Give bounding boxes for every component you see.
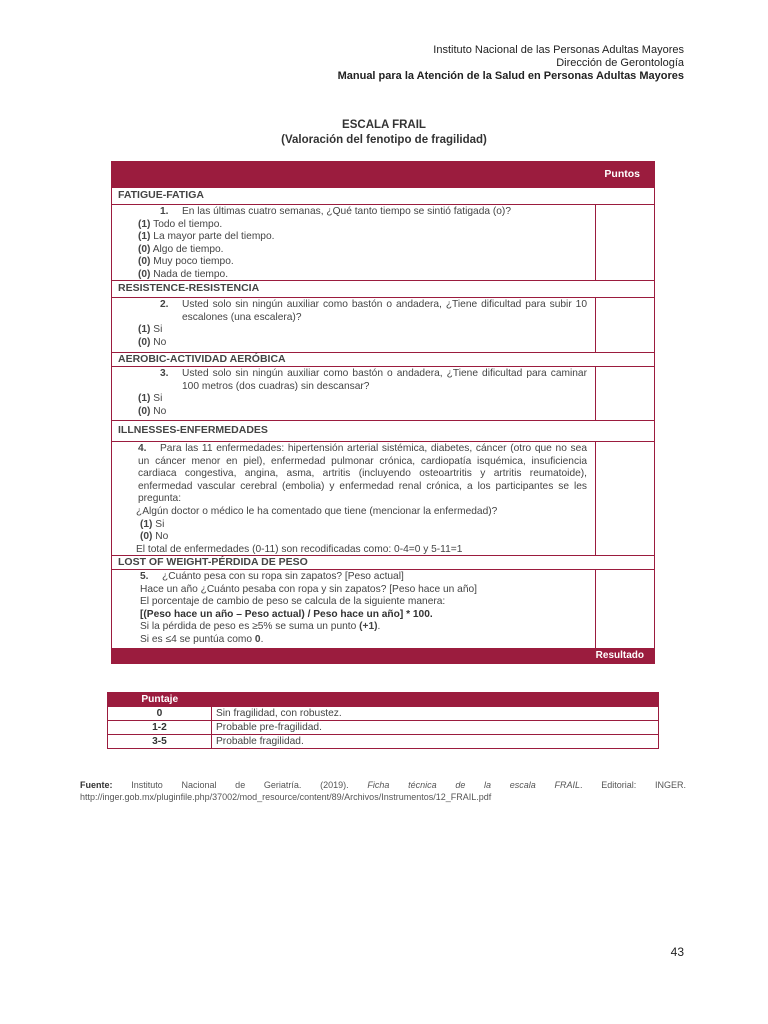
page-number: 43 <box>670 945 684 959</box>
score-description: Sin fragilidad, con robustez. <box>212 707 659 721</box>
question-line: El porcentaje de cambio de peso se calcula de la siguiente manera: <box>140 596 446 608</box>
points-cell[interactable] <box>596 205 654 280</box>
question-row-illnesses <box>112 441 654 555</box>
question-row-aerobic <box>112 366 654 420</box>
question-number: 2. <box>160 299 169 310</box>
source-label: Fuente: <box>80 780 113 790</box>
question-cell <box>112 570 596 648</box>
weight-formula: [(Peso hace un año – Peso actual) / Peso hace un año] * 100. <box>140 608 433 620</box>
points-cell[interactable] <box>596 298 654 352</box>
section-heading-weight-loss: LOST OF WEIGHT-PÉRDIDA DE PESO <box>112 555 654 569</box>
scale-title: ESCALA FRAIL <box>342 119 426 131</box>
result-bar <box>112 648 654 663</box>
question-text: En las últimas cuatro semanas, ¿Qué tanto tiempo se sintió fatigada (o)? <box>182 206 511 217</box>
question-number: 1. <box>160 206 169 217</box>
frail-table <box>111 161 655 664</box>
source-citation: Fuente: Instituto Nacional de Geriatría. (2019). Ficha técnica de la escala FRAIL. Editorial: INGER. http://inger.gob.mx/pluginfile.php/37002/mod_resource/content/89/Archivos/Instrumentos/12_FRAIL.pdf <box>80 780 686 802</box>
question-number: 4. <box>138 443 147 454</box>
question-followup: ¿Algún doctor o médico le ha comentado que tiene (mencionar la enfermedad)? <box>136 505 498 517</box>
answer-option: (0) Muy poco tiempo. <box>138 256 234 268</box>
source-title: Ficha técnica de la escala FRAIL <box>367 780 581 790</box>
question-cell <box>112 298 596 352</box>
department-name: Dirección de Gerontología <box>556 57 684 69</box>
answer-option: (1) Si <box>138 324 163 336</box>
question-text: Para las 11 enfermedades: hipertensión arterial sistémica, diabetes, cáncer (otro que no sea un cáncer menor en piel), enfermedad pulmonar crónica, cardiopatía isquémica, insuficiencia cardiaca congestiva, angina, asma, artritis (incluyendo osteoartritis y artritis reumatoide), enfermedad vascular cerebral (embolia) y enfermedad renal crónica, a los participantes se les pregunta: <box>138 443 587 505</box>
section-heading-aerobic: AEROBIC-ACTIVIDAD AERÓBICA <box>112 352 654 366</box>
question-text: Usted solo sin ningún auxiliar como bastón o andadera, ¿Tiene dificultad para subir 10 escalones (una escalera)? <box>182 299 587 323</box>
scoring-rule: Si la pérdida de peso es ≥5% se suma un punto (+1). <box>140 621 381 633</box>
score-value: 3-5 <box>108 735 212 749</box>
table-header-bar <box>112 162 654 187</box>
answer-option: (1) Todo el tiempo. <box>138 218 223 230</box>
question-number: 3. <box>160 368 169 379</box>
scoring-rule: Si es ≤4 se puntúa como 0. <box>140 633 264 645</box>
score-value: 0 <box>108 707 212 721</box>
score-value: 1-2 <box>108 721 212 735</box>
question-row-fatigue <box>112 204 654 280</box>
question-text: Usted solo sin ningún auxiliar como bastón o andadera, ¿Tiene dificultad para caminar 100 metros (dos cuadras) sin descansar? <box>182 368 587 392</box>
answer-option: (1) Si <box>138 393 163 405</box>
scale-subtitle: (Valoración del fenotipo de fragilidad) <box>281 134 487 146</box>
answer-option: (0) No <box>140 531 169 543</box>
page-header <box>338 44 684 83</box>
score-header: Puntaje <box>108 693 212 707</box>
points-cell[interactable] <box>596 442 654 555</box>
answer-option: (1) La mayor parte del tiempo. <box>138 231 275 243</box>
score-row <box>108 707 659 721</box>
points-cell[interactable] <box>596 367 654 420</box>
score-header-blank <box>212 693 659 707</box>
score-description: Probable pre-fragilidad. <box>212 721 659 735</box>
question-cell <box>112 367 596 420</box>
question-text: ¿Cuánto pesa con su ropa sin zapatos? [Peso actual] <box>162 571 404 582</box>
points-column-header: Puntos <box>604 168 640 180</box>
score-row <box>108 735 659 749</box>
question-number: 5. <box>140 571 149 582</box>
result-label: Resultado <box>595 650 644 661</box>
question-row-resistance <box>112 297 654 352</box>
answer-option: (0) No <box>138 336 167 348</box>
score-description: Probable fragilidad. <box>212 735 659 749</box>
section-heading-resistance: RESISTENCE-RESISTENCIA <box>112 280 654 297</box>
answer-option: (0) No <box>138 405 167 417</box>
points-cell[interactable] <box>596 570 654 648</box>
score-header-row <box>108 693 659 707</box>
section-heading-illnesses: ILLNESSES-ENFERMEDADES <box>112 420 654 441</box>
score-row <box>108 721 659 735</box>
manual-title: Manual para la Atención de la Salud en Personas Adultas Mayores <box>337 70 684 82</box>
recode-note: El total de enfermedades (0-11) son recodificadas como: 0-4=0 y 5-11=1 <box>136 543 463 555</box>
score-interpretation-table <box>107 692 659 749</box>
institution-name: Instituto Nacional de las Personas Adultas Mayores <box>433 44 684 56</box>
scale-titles <box>0 118 768 148</box>
question-row-weight-loss <box>112 569 654 648</box>
question-cell <box>112 442 596 555</box>
answer-option: (1) Si <box>140 518 165 530</box>
section-heading-fatigue: FATIGUE-FATIGA <box>112 187 654 204</box>
answer-option: (0) Nada de tiempo. <box>138 268 229 280</box>
question-cell <box>112 205 596 280</box>
question-line: Hace un año ¿Cuánto pesaba con ropa y sin zapatos? [Peso hace un año] <box>140 583 477 595</box>
answer-option: (0) Algo de tiempo. <box>138 243 224 255</box>
